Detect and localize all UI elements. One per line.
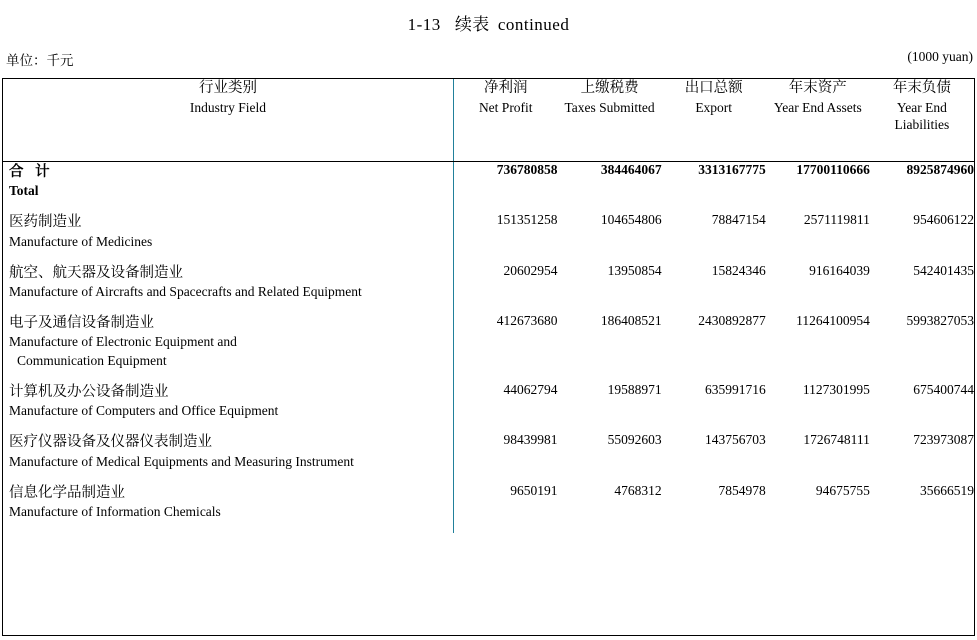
table-row bbox=[3, 162, 974, 183]
row-en-spacer-5 bbox=[870, 402, 974, 432]
row-label-en: Manufacture of Aircrafts and Spacecrafts and Related Equipment bbox=[9, 283, 362, 299]
row-label-en-cell bbox=[3, 333, 453, 382]
row-en-spacer-3 bbox=[662, 503, 766, 533]
table-number: 1-13 bbox=[407, 15, 441, 34]
row-value-liabilities: 8925874960 bbox=[906, 162, 974, 177]
row-en-spacer-3 bbox=[662, 233, 766, 263]
row-en-spacer-1 bbox=[453, 233, 557, 263]
table-row-en bbox=[3, 333, 974, 382]
row-en-spacer-5 bbox=[870, 283, 974, 313]
row-label-cn: 合 计 bbox=[9, 164, 54, 180]
row-value-assets: 17700110666 bbox=[796, 162, 870, 177]
header-year-end-assets-en: Year End Assets bbox=[773, 99, 862, 115]
row-label-cn-cell bbox=[3, 212, 453, 232]
header-export-en: Export bbox=[695, 99, 733, 115]
row-value-export: 15824346 bbox=[711, 262, 766, 278]
row-label-en: Manufacture of Computers and Office Equipment bbox=[9, 403, 279, 419]
row-value-assets: 1726748111 bbox=[803, 432, 870, 448]
row-label-en-cell bbox=[3, 402, 453, 432]
data-table bbox=[3, 79, 974, 533]
row-label-cn: 航空、航天器及设备制造业 bbox=[9, 264, 183, 281]
row-value-net-profit: 736780858 bbox=[453, 162, 557, 183]
row-value-export: 7854978 bbox=[718, 482, 766, 498]
header-year-end-liabilities-cn: 年末负债 bbox=[892, 80, 951, 96]
row-label-en: Manufacture of Electronic Equipment and bbox=[9, 334, 237, 350]
row-en-spacer-4 bbox=[766, 402, 870, 432]
row-en-spacer-2 bbox=[558, 503, 662, 533]
row-en-spacer-1 bbox=[453, 333, 557, 382]
row-label-en-cell bbox=[3, 503, 453, 533]
row-value-taxes: 384464067 bbox=[600, 162, 662, 177]
row-value-liabilities: 5993827053 bbox=[906, 312, 974, 328]
header-export-cn: 出口总额 bbox=[684, 80, 743, 96]
row-en-spacer-5 bbox=[870, 453, 974, 483]
row-label-en-cell bbox=[3, 453, 453, 483]
header-net-profit-cn: 净利润 bbox=[484, 80, 528, 96]
row-en-spacer-3 bbox=[662, 402, 766, 432]
row-label-cn-cell bbox=[3, 432, 453, 452]
row-en-spacer-4 bbox=[766, 333, 870, 382]
row-en-spacer-4 bbox=[766, 503, 870, 533]
table-header-row bbox=[3, 79, 974, 162]
row-label-en: Manufacture of Information Chemicals bbox=[9, 503, 221, 519]
header-net-profit-en: Net Profit bbox=[478, 99, 533, 115]
row-value-liabilities: 954606122 bbox=[913, 212, 974, 228]
header-taxes-submitted-cn: 上缴税费 bbox=[580, 80, 639, 96]
table-row bbox=[3, 313, 974, 333]
row-label-cn-cell bbox=[3, 263, 453, 283]
row-label-cn-cell bbox=[3, 382, 453, 402]
row-value-assets: 11264100954 bbox=[796, 312, 870, 328]
table-row-en bbox=[3, 503, 974, 533]
row-value-export: 143756703 bbox=[704, 432, 766, 448]
row-en-spacer-3 bbox=[662, 453, 766, 483]
row-value-assets: 2571119811 bbox=[803, 212, 870, 228]
row-en-spacer-2 bbox=[558, 333, 662, 382]
header-industry-field-cn: 行业类别 bbox=[198, 80, 257, 96]
row-en-spacer-5 bbox=[870, 333, 974, 382]
row-label-cn: 医疗仪器设备及仪器仪表制造业 bbox=[9, 434, 212, 451]
row-value-net-profit: 98439981 bbox=[453, 432, 557, 452]
table-row-en bbox=[3, 402, 974, 432]
row-en-spacer-1 bbox=[453, 182, 557, 212]
row-value-taxes: 19588971 bbox=[607, 382, 662, 398]
row-en-spacer-4 bbox=[766, 233, 870, 263]
row-value-liabilities: 542401435 bbox=[913, 262, 974, 278]
header-export bbox=[662, 79, 766, 162]
row-label-en-cell bbox=[3, 233, 453, 263]
table-row bbox=[3, 432, 974, 452]
row-en-spacer-3 bbox=[662, 182, 766, 212]
table-row-en bbox=[3, 283, 974, 313]
table-row bbox=[3, 212, 974, 232]
row-label-en: Total bbox=[9, 183, 39, 199]
row-en-spacer-2 bbox=[558, 182, 662, 212]
row-en-spacer-1 bbox=[453, 283, 557, 313]
row-value-taxes: 13950854 bbox=[607, 262, 662, 278]
row-en-spacer-3 bbox=[662, 283, 766, 313]
row-value-assets: 916164039 bbox=[809, 262, 870, 278]
row-en-spacer-4 bbox=[766, 182, 870, 212]
row-value-export: 3313167775 bbox=[698, 162, 766, 177]
row-value-export: 2430892877 bbox=[698, 312, 766, 328]
table-row bbox=[3, 483, 974, 503]
header-taxes-submitted bbox=[558, 79, 662, 162]
row-label-cn: 计算机及办公设备制造业 bbox=[9, 384, 169, 401]
header-net-profit bbox=[453, 79, 557, 162]
unit-label-english: (1000 yuan) bbox=[907, 49, 973, 64]
row-label-cn-cell bbox=[3, 313, 453, 333]
unit-row bbox=[0, 49, 977, 71]
data-table-container bbox=[2, 78, 975, 636]
table-row-en bbox=[3, 182, 974, 212]
row-value-net-profit: 9650191 bbox=[453, 483, 557, 503]
row-value-liabilities: 675400744 bbox=[913, 382, 974, 398]
header-taxes-submitted-en: Taxes Submitted bbox=[564, 99, 655, 115]
row-en-spacer-5 bbox=[870, 503, 974, 533]
row-value-liabilities: 35666519 bbox=[920, 482, 974, 498]
header-industry-field-en: Industry Field bbox=[189, 99, 267, 115]
row-label-en: Manufacture of Medical Equipments and Measuring Instrument bbox=[9, 453, 354, 469]
row-en-spacer-1 bbox=[453, 453, 557, 483]
row-label-cn: 医药制造业 bbox=[9, 214, 82, 231]
row-value-taxes: 55092603 bbox=[607, 432, 662, 448]
header-year-end-liabilities-en: Year End Liabilities bbox=[894, 99, 950, 133]
row-en-spacer-1 bbox=[453, 503, 557, 533]
row-label-cn: 信息化学品制造业 bbox=[9, 484, 125, 501]
row-value-net-profit: 20602954 bbox=[453, 263, 557, 283]
row-value-export: 635991716 bbox=[704, 382, 766, 398]
row-value-taxes: 104654806 bbox=[600, 212, 662, 228]
row-en-spacer-2 bbox=[558, 233, 662, 263]
row-label-cn: 电子及通信设备制造业 bbox=[9, 314, 154, 331]
header-year-end-liabilities bbox=[870, 79, 974, 162]
row-en-spacer-3 bbox=[662, 333, 766, 382]
header-year-end-assets-cn: 年末资产 bbox=[788, 80, 847, 96]
row-label-en-2: Communication Equipment bbox=[17, 353, 167, 369]
row-en-spacer-2 bbox=[558, 402, 662, 432]
table-row bbox=[3, 382, 974, 402]
row-value-assets: 1127301995 bbox=[802, 382, 870, 398]
title-chinese: 续表 bbox=[454, 15, 490, 34]
row-en-spacer-4 bbox=[766, 283, 870, 313]
row-value-net-profit: 44062794 bbox=[453, 382, 557, 402]
row-value-net-profit: 412673680 bbox=[453, 313, 557, 333]
row-en-spacer-1 bbox=[453, 402, 557, 432]
row-value-net-profit: 151351258 bbox=[453, 212, 557, 232]
page-title bbox=[0, 0, 977, 35]
header-industry-field bbox=[3, 79, 453, 162]
row-value-taxes: 4768312 bbox=[614, 482, 662, 498]
row-en-spacer-2 bbox=[558, 283, 662, 313]
table-row bbox=[3, 263, 974, 283]
row-en-spacer-2 bbox=[558, 453, 662, 483]
row-label-en: Manufacture of Medicines bbox=[9, 233, 153, 249]
table-row-en bbox=[3, 453, 974, 483]
row-value-assets: 94675755 bbox=[815, 482, 870, 498]
title-english: continued bbox=[497, 15, 570, 34]
unit-label-chinese: 单位：千元 bbox=[6, 53, 74, 68]
row-value-taxes: 186408521 bbox=[600, 312, 662, 328]
row-label-cn-cell bbox=[3, 483, 453, 503]
row-en-spacer-5 bbox=[870, 182, 974, 212]
row-label-en-cell bbox=[3, 283, 453, 313]
table-row-en bbox=[3, 233, 974, 263]
row-en-spacer-5 bbox=[870, 233, 974, 263]
row-label-en-cell bbox=[3, 182, 453, 212]
row-label-cn-cell bbox=[3, 162, 453, 183]
row-en-spacer-4 bbox=[766, 453, 870, 483]
row-value-liabilities: 723973087 bbox=[913, 432, 974, 448]
header-year-end-assets bbox=[766, 79, 870, 162]
row-value-export: 78847154 bbox=[711, 212, 766, 228]
